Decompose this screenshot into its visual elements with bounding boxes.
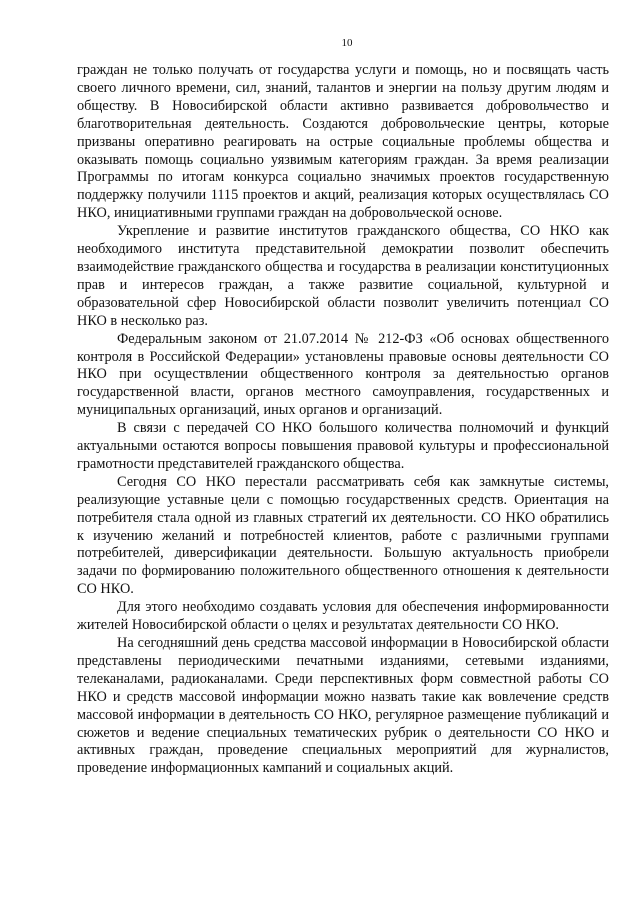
paragraph: Для этого необходимо создавать условия для обеспечения информированности жителей Новосибирской области о целях и результатах деятельности СО НКО. <box>77 599 609 634</box>
paragraph: В связи с передачей СО НКО большого количества полномочий и функций актуальными остаются вопросы повышения правовой культуры и профессиональной грамотности представителей гражданского общества. <box>77 420 609 472</box>
document-body <box>77 62 609 778</box>
paragraph: Федеральным законом от 21.07.2014 № 212-ФЗ «Об основах общественного контроля в Российской Федерации» установлены правовые основы деятельности СО НКО при осуществлении общественного контроля за деятельностью органов государственной власти, органов местного самоуправления, государственных и муниципальных организаций, иных органов и организаций. <box>77 330 609 419</box>
paragraph: На сегодняшний день средства массовой информации в Новосибирской области представлены периодическими печатными изданиями, сетевыми изданиями, телеканалами, радиоканалами. Среди перспективных форм совместной работы СО НКО и средств массовой информации можно назвать такие как вовлечение средств массовой информации в деятельность СО НКО, регулярное размещение публикаций и сюжетов и ведение специальных тематических рубрик о деятельности СО НКО и активных граждан, проведение специальных мероприятий для журналистов, проведение информационных кампаний и социальных акций. <box>77 635 609 777</box>
paragraph: Укрепление и развитие институтов гражданского общества, СО НКО как необходимого института представительной демократии позволит обеспечить взаимодействие гражданского общества и государства в реализации конституционных прав и интересов граждан, а также развитие социальной, культурной и образовательной сфер Новосибирской области позволит увеличить потенциал СО НКО в несколько раз. <box>77 223 609 329</box>
page-number: 10 <box>341 37 353 49</box>
paragraph-continuation: граждан не только получать от государства услуги и помощь, но и посвящать часть своего личного времени, сил, знаний, талантов и энергии на пользу другим людям и обществу. В Новосибирской области активно развивается добровольчество и благотворительная деятельность. Создаются добровольческие центры, которые призваны оперативно реагировать на острые социальные проблемы общества и оказывать помощь социально уязвимым категориям граждан. За время реализации Программы по итогам конкурса социально значимых проектов государственную поддержку получили 1115 проектов и акций, реализация которых осуществлялась СО НКО, инициативными группами граждан на добровольческой основе. <box>77 62 609 222</box>
paragraph: Сегодня СО НКО перестали рассматривать себя как замкнутые системы, реализующие уставные цели с помощью государственных средств. Ориентация на потребителя стала одной из главных стратегий их деятельности. СО НКО обратились к изучению желаний и потребностей клиентов, работе с различными группами потребителей, диверсификации деятельности. Большую актуальность приобрели задачи по формированию положительного общественного отношения к деятельности СО НКО. <box>77 473 609 598</box>
